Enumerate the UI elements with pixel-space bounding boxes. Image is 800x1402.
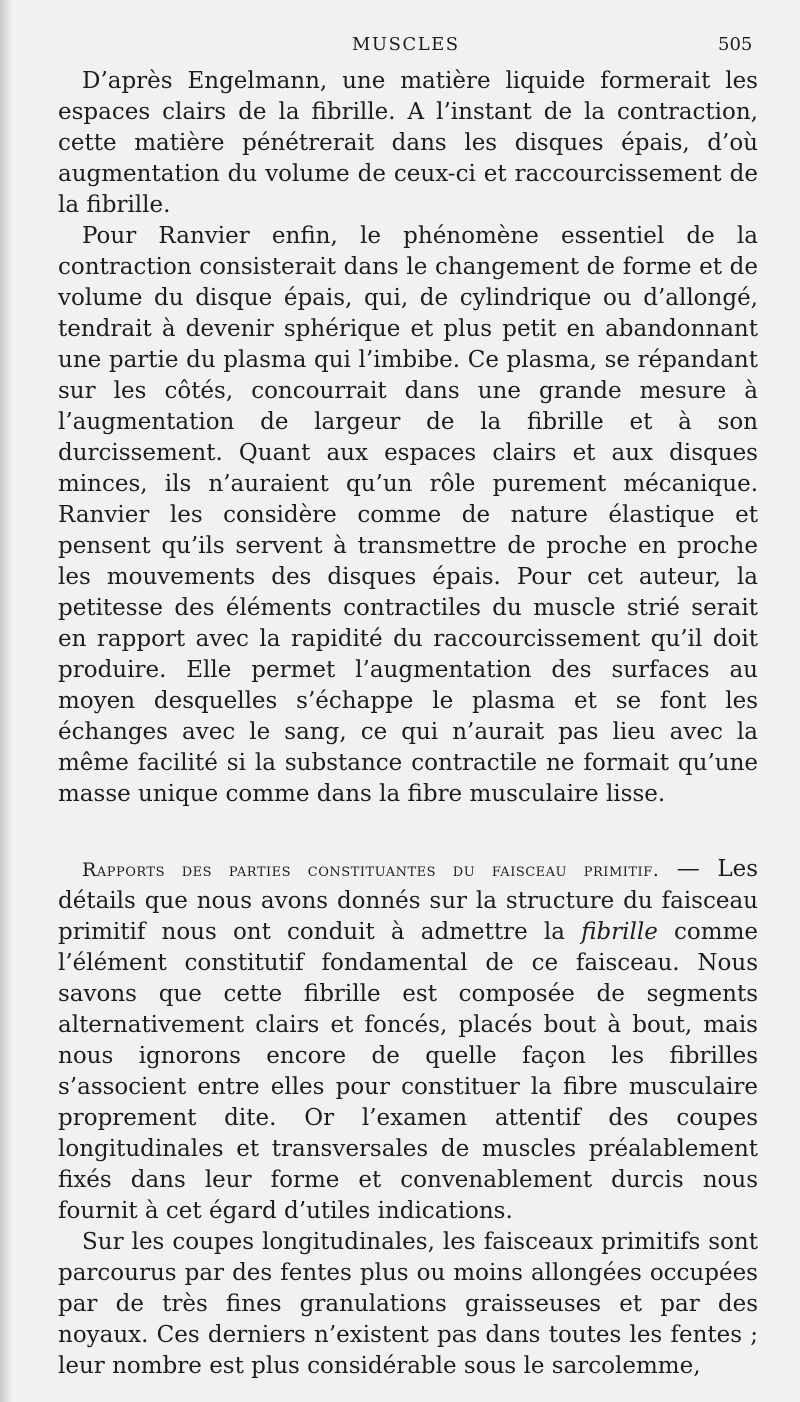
italic-term-fibrille: fibrille <box>581 919 658 945</box>
paragraph-engelmann: D’après Engelmann, une matière liquide formerait les espaces clairs de la fibrille. A l’instant de la contraction, cette matière pénétrerait dans les disques épais, d’où augmentation du volume de ceux-ci et raccourcissement de la fibrille. <box>58 68 758 218</box>
running-head <box>0 34 800 62</box>
paragraph-rapports-start: — Les détails que nous avons donnés sur la structure du faisceau primitif nous ont conduit à admettre la <box>58 856 759 945</box>
paragraph-rapports <box>58 854 758 1227</box>
section-title: Rapports des parties constituantes du faisceau primitif. <box>82 859 660 881</box>
page-number: 505 <box>718 34 753 55</box>
paragraph-rapports-end: comme l’élément constitutif fondamental de ce faisceau. Nous savons que cette fibrille est composée de segments alternativement clairs et foncés, placés bout à bout, mais nous ignorons encore de quelle façon les fibrilles s’associent entre elles pour constituer la fibre musculaire proprement dite. Or l’examen attentif des coupes longitudinales et transversales de muscles préalablement fixés dans leur forme et convenablement durcis nous fournit à cet égard d’utiles indications. <box>58 919 758 1224</box>
page-text <box>58 66 758 1382</box>
running-title: MUSCLES <box>352 34 460 55</box>
paragraph-ranvier: Pour Ranvier enfin, le phénomène essentiel de la contraction consisterait dans le changement de forme et de volume du disque épais, qui, de cylindrique ou d’allongé, tendrait à devenir sphérique et plus petit en abandonnant une partie du plasma qui l’imbibe. Ce plasma, se répandant sur les côtés, concourrait dans une grande mesure à l’augmentation de largeur de la fibrille et à son durcissement. Quant aux espaces clairs et aux disques minces, ils n’auraient qu’un rôle purement mécanique. Ranvier les considère comme de nature élastique et pensent qu’ils servent à transmettre de proche en proche les mouvements des disques épais. Pour cet auteur, la petitesse des éléments contractiles du muscle strié serait en rapport avec la rapidité du raccourcissement qu’il doit produire. Elle permet l’augmentation des surfaces au moyen desquelles s’échappe le plasma et se font les échanges avec le sang, ce qui n’aurait pas lieu avec la même facilité si la substance contractile ne formait qu’une masse unique comme dans la fibre musculaire lisse. <box>58 223 758 807</box>
paragraph-coupes-longitudinales: Sur les coupes longitudinales, les faisceaux primitifs sont parcourus par des fentes plus ou moins allongées occupées par de très fines granulations graisseuses et par des noyaux. Ces derniers n’existent pas dans toutes les fentes ; leur nombre est plus considérable sous le sarcolemme, <box>58 1229 758 1379</box>
page-edge-shadow <box>0 0 12 1402</box>
